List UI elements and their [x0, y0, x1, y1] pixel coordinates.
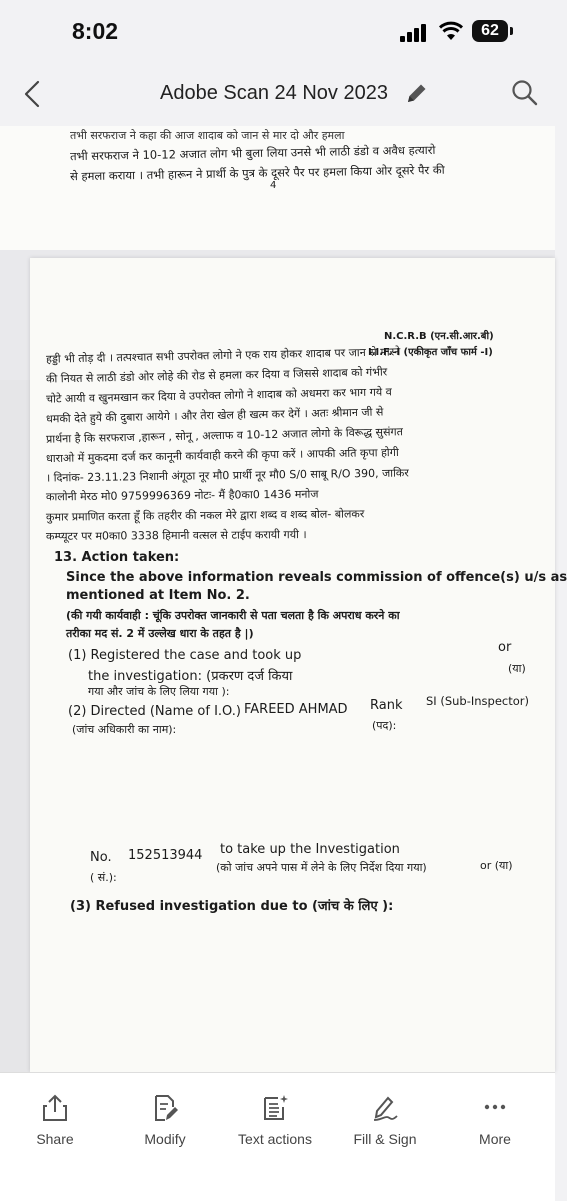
scan-page-4 [0, 126, 555, 250]
page4-number: 4 [270, 180, 277, 191]
complaint-line: प्रार्थना है कि सरफराज ,हारून , सोनू , अल्ताफ व 10-12 अजात लोगो के विरूद्ध सुसंगत [45, 425, 404, 446]
io-name: FAREED AHMAD [244, 702, 348, 717]
page4-line: तभी सरफराज ने कहा की आज शादाब को जान से मार दो और हमला [70, 129, 345, 142]
complaint-line: कालोनी मेरठ मो0 9759996369 नोटः- मैं है0का0 1436 मनोज [45, 487, 319, 504]
more-button[interactable] [445, 1093, 545, 1147]
cellular-signal-icon [400, 24, 430, 42]
item3-text: (3) Refused investigation due to (जांच के लिए ): [70, 899, 394, 914]
item1-text: (1) Registered the case and took up [68, 648, 302, 663]
complaint-line: धाराओ में मुकदमा दर्ज कर कानूनी कार्यवाही करने की कृपा करें । आपकी अति कृपा होगी [45, 445, 399, 466]
text-actions-icon [260, 1093, 290, 1123]
officer-no-label: No. [90, 850, 112, 865]
or-label: or [498, 640, 512, 655]
fill-sign-label: Fill & Sign [353, 1131, 417, 1147]
complaint-line: चोटे आयी व खुनमखान कर दिया वे उपरोक्त लोगो ने शादाब को अधमरा कर भाग गये व [45, 385, 392, 406]
share-icon [41, 1093, 69, 1123]
item2-text: (2) Directed (Name of I.O.) [68, 704, 241, 719]
action-text-hi: तरीका मद सं. 2 में उल्लेख धारा के तहत है |) [66, 627, 254, 640]
action-taken-heading: 13. Action taken: [54, 550, 180, 565]
or-ya-label: or (या) [480, 859, 513, 872]
take-up-hindi: (को जांच अपने पास में लेने के लिए निर्देश दिया गया) [216, 861, 427, 874]
item1-text: the investigation: (प्रकरण दर्ज किया [88, 669, 293, 684]
wifi-icon [438, 20, 464, 42]
battery-tip-icon [510, 27, 513, 35]
complaint-line: । दिनांक- 23.11.23 निशानी अंगूठा नूर मौ0 प्रार्थी नूर मौ0 S/0 साबू R/O 390, जाकिर [45, 466, 409, 485]
officer-no-value: 152513944 [128, 848, 203, 863]
fill-sign-icon [370, 1093, 400, 1123]
take-up-text: to take up the Investigation [220, 842, 400, 857]
back-chevron-icon[interactable] [14, 74, 54, 114]
page4-line: तभी सरफराज ने 10-12 अजात लोग भी बुला लिया उनसे भी लाठी डंडो व अवैध हत्यारो [69, 142, 436, 164]
fill-sign-button[interactable] [335, 1093, 435, 1147]
text-actions-label: Text actions [238, 1131, 312, 1147]
scan-page-5 [30, 258, 567, 1072]
officer-no-hindi: ( सं.): [90, 871, 117, 884]
action-text-en: Since the above information reveals commission of offence(s) u/s as [66, 570, 567, 585]
search-icon[interactable] [510, 78, 540, 108]
navigation-bar [0, 64, 555, 126]
complaint-line: हड्डी भी तोड़ दी । तत्पश्चात सभी उपरोक्त लोगो ने एक राय होकर शादाब पर जान से मारने [45, 345, 401, 366]
document-viewer[interactable] [0, 126, 567, 1072]
item2-hindi: (जांच अधिकारी का नाम): [72, 723, 177, 736]
action-text-hi: (की गयी कार्यवाही : चूंकि उपरोक्त जानकारी से पता चलता है कि अपराध करने का [66, 609, 400, 622]
rank-label: Rank [370, 698, 403, 713]
more-icon [480, 1093, 510, 1123]
iif-header: I.I.F.-I (एकीकृत जाँच फार्म -I) [368, 347, 493, 358]
ncrb-header: N.C.R.B (एन.सी.आर.बी) [384, 331, 494, 342]
status-bar [0, 0, 555, 64]
modify-label: Modify [144, 1131, 186, 1147]
complaint-line: कम्प्यूटर पर म0का0 3338 हिमानी वत्सल से टाईप करायी गयी । [45, 528, 307, 543]
status-time: 8:02 [72, 18, 119, 44]
share-label: Share [36, 1131, 74, 1147]
complaint-line: कुमार प्रमाणित करता हूँ कि तहरीर की नकल मेरे द्वारा शब्द व शब्द बोल- बोलकर [45, 507, 365, 524]
item1-hindi: गया और जांच के लिए लिया गया ): [88, 685, 230, 698]
complaint-line: धमकी देते हुये की दुबारा आयेगे । और तेरा खेल ही खत्म कर देगें । अतः श्रीमान जी से [45, 405, 384, 426]
more-label: More [479, 1131, 511, 1147]
rank-hindi: (पद): [372, 719, 397, 732]
text-actions-button[interactable] [225, 1093, 325, 1147]
share-button[interactable] [5, 1093, 105, 1147]
page4-line: से हमला कराया । तभी हारून ने प्रार्थी के पुत्र के दूसरे पैर पर हमला किया ओर दूसरे पैर की [69, 162, 445, 184]
bottom-toolbar [0, 1072, 555, 1201]
modify-button[interactable] [115, 1093, 215, 1147]
action-text-en: mentioned at Item No. 2. [66, 588, 250, 603]
rank-value: SI (Sub-Inspector) [426, 694, 530, 708]
battery-indicator: 62 [472, 20, 508, 42]
document-title: Adobe Scan 24 Nov 2023 [160, 82, 388, 104]
ya-label: (या) [508, 662, 526, 675]
rename-pencil-icon[interactable] [404, 80, 430, 106]
complaint-line: की नियत से लाठी डंडो ओर लोहे की रोड से हमला कर दिया व जिससे शादाब को गंभीर [45, 365, 388, 386]
modify-icon [151, 1093, 179, 1123]
